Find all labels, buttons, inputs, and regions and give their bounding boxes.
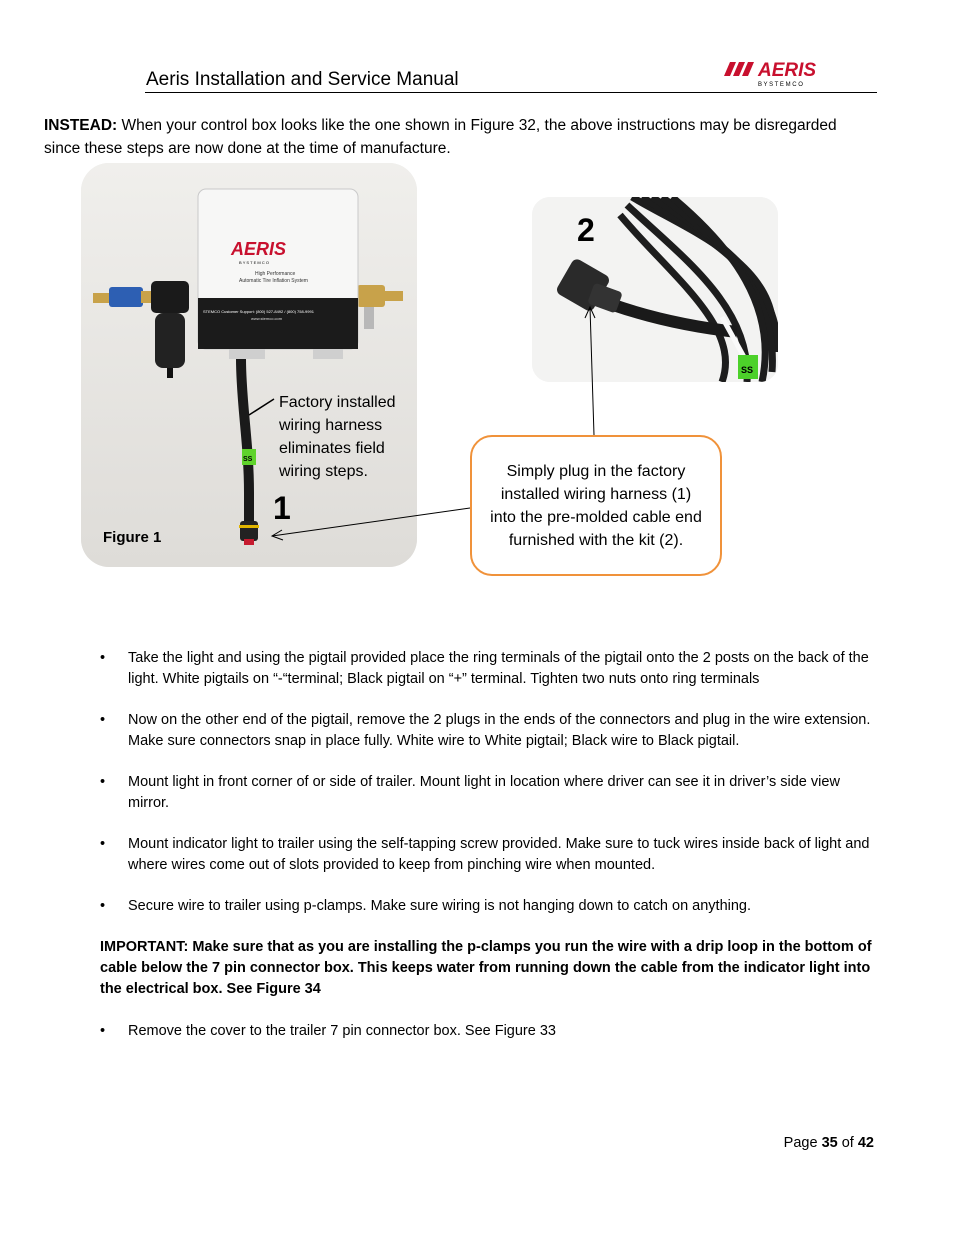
instruction-list (100, 648, 878, 1062)
bullet-icon: • (100, 774, 106, 790)
box-brand: AERIS (231, 239, 287, 259)
box-line-2: Automatic Tire Inflation System (239, 278, 308, 284)
list-item-text: Secure wire to trailer using p-clamps. Make sure wiring is not hanging down to catch on anything. (128, 898, 752, 914)
list-item-text: Mount light in front corner of or side of trailer. Mount light in location where driver can see it in driver’s side view mirror. (128, 774, 840, 811)
plug-in-callout-text: Simply plug in the factory installed wiring harness (1) into the pre-molded cable end furnished with the kit (2). (490, 462, 702, 549)
bullet-icon: • (100, 1023, 106, 1039)
intro-lead: INSTEAD: (44, 117, 118, 134)
list-item (100, 896, 878, 917)
cable-tag: SS (741, 365, 754, 375)
plug-in-callout (470, 435, 722, 576)
page-word: Page (783, 1135, 822, 1151)
bullet-icon: • (100, 712, 106, 728)
list-item (100, 834, 878, 876)
of-word: of (837, 1135, 858, 1151)
bullet-icon: • (100, 650, 106, 666)
page-number (784, 1135, 874, 1151)
bullet-icon: • (100, 898, 106, 914)
list-item (100, 1021, 878, 1042)
marker-2: 2 (577, 212, 595, 248)
manual-title: Aeris Installation and Service Manual (146, 69, 459, 90)
box-brand-sub: B Y S T E M C O (239, 260, 269, 265)
list-item-text: Take the light and using the pigtail provided place the ring terminals of the pigtail onto the 2 posts on the back of the light. White pigtails on “-“terminal; Black pigtail on “+” terminal. Tighten two nuts onto ring terminals (128, 650, 869, 687)
current-page: 35 (821, 1135, 838, 1151)
box-line-1: High Performance (255, 271, 296, 277)
harness-tag: SS (243, 456, 253, 463)
box-web: www.stemco.com (251, 316, 283, 321)
total-pages: 42 (857, 1135, 874, 1151)
figure-label: Figure 1 (103, 529, 162, 546)
box-support: STEMCO Customer Support: (800) 527-8492 / (800) 758-9991 (203, 309, 314, 314)
list-item-text: Now on the other end of the pigtail, remove the 2 plugs in the ends of the connectors and plug in the wire extension. Make sure connectors snap in place fully. White wire to White pigtail; Black wire to Black pigtail. (128, 712, 871, 749)
bullet-icon: • (100, 836, 106, 852)
list-item-text: Remove the cover to the trailer 7 pin connector box. See Figure 33 (128, 1023, 556, 1039)
list-item-text: Mount indicator light to trailer using the self-tapping screw provided. Make sure to tuck wires inside back of light and where wires come out of slots provided to keep from pinching wire when mounted. (128, 836, 870, 873)
list-item (100, 772, 878, 814)
list-item (100, 710, 878, 752)
marker-1: 1 (273, 490, 291, 526)
list-item (100, 648, 878, 690)
intro-text: When your control box looks like the one shown in Figure 32, the above instructions may be disregarded since these steps are now done at the time of manufacture. (44, 117, 837, 157)
logo-subtext: B Y S T E M C O (758, 82, 803, 88)
important-note: IMPORTANT: Make sure that as you are installing the p-clamps you run the wire with a drip loop in the bottom of cable below the 7 pin connector box. This keeps water from running down the cable from the indicator light into the electrical box. See Figure 34 (100, 939, 872, 997)
harness-callout: Factory installed wiring harness eliminates field wiring steps. (279, 394, 396, 480)
logo-text: AERIS (758, 60, 817, 81)
